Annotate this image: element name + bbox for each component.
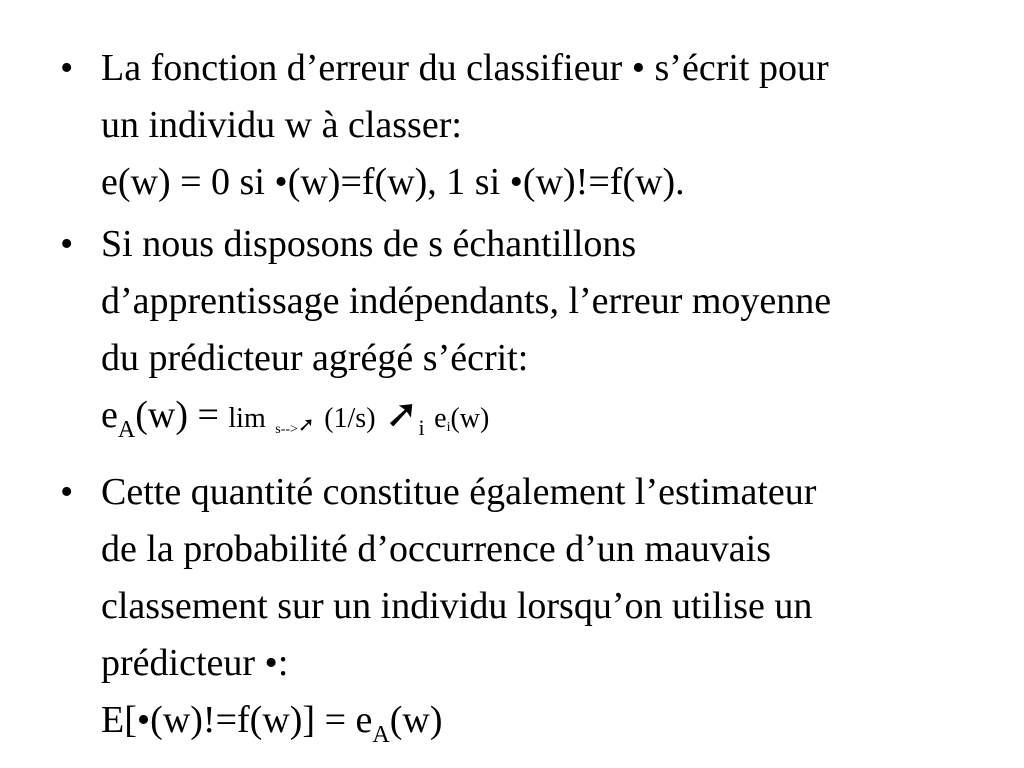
bullet-marker: •	[60, 471, 74, 513]
bullet-2-line-1: Si nous disposons de s échantillons	[101, 223, 637, 265]
formula-term-subscript: i	[446, 420, 451, 435]
bullet-3-line-4: prédicteur •:	[101, 642, 289, 684]
bullet-1-line-1: La fonction d’erreur du classifieur • s’écrit pour	[101, 47, 829, 89]
formula-expectation-suffix: (w)	[389, 699, 443, 741]
formula-lim-subscript: s-->	[275, 422, 298, 437]
bullet-1-formula: e(w) = 0 si •(w)=f(w), 1 si •(w)!=f(w).	[101, 161, 685, 203]
bullet-2-formula	[101, 387, 990, 459]
sum-arrow-icon: ➚	[385, 391, 419, 437]
formula-factor: (1/s)	[324, 403, 376, 434]
lim-arrow-icon: ➚	[297, 412, 315, 436]
formula-sum-subscript: i	[418, 415, 425, 440]
bullet-list	[60, 40, 990, 768]
formula-lhs-arg: (w) =	[135, 394, 219, 436]
formula-expectation: E[•(w)!=f(w)] = e	[101, 699, 373, 741]
bullet-3-formula	[101, 692, 990, 764]
formula-expectation-subscript: A	[372, 722, 390, 748]
bullet-marker: •	[60, 47, 74, 89]
bullet-item-error-function	[60, 40, 990, 211]
bullet-marker: •	[60, 223, 74, 265]
bullet-item-mean-error	[60, 216, 990, 459]
bullet-3-line-3: classement sur un individu lorsqu’on utilise un	[101, 585, 813, 627]
bullet-1-line-2: un individu w à classer:	[101, 104, 462, 146]
formula-lhs-base: e	[101, 394, 118, 436]
formula-term-arg: (w)	[450, 403, 490, 434]
bullet-item-estimator	[60, 464, 990, 764]
bullet-2-line-2: d’apprentissage indépendants, l’erreur moyenne	[101, 280, 832, 322]
bullet-3-line-1: Cette quantité constitue également l’estimateur	[101, 471, 817, 513]
bullet-2-line-3: du prédicteur agrégé s’écrit:	[101, 337, 529, 379]
formula-lhs-subscript: A	[117, 417, 136, 443]
bullet-3-line-2: de la probabilité d’occurrence d’un mauvais	[101, 528, 771, 570]
formula-lim: lim	[228, 403, 266, 434]
formula-term-base: e	[434, 403, 447, 434]
